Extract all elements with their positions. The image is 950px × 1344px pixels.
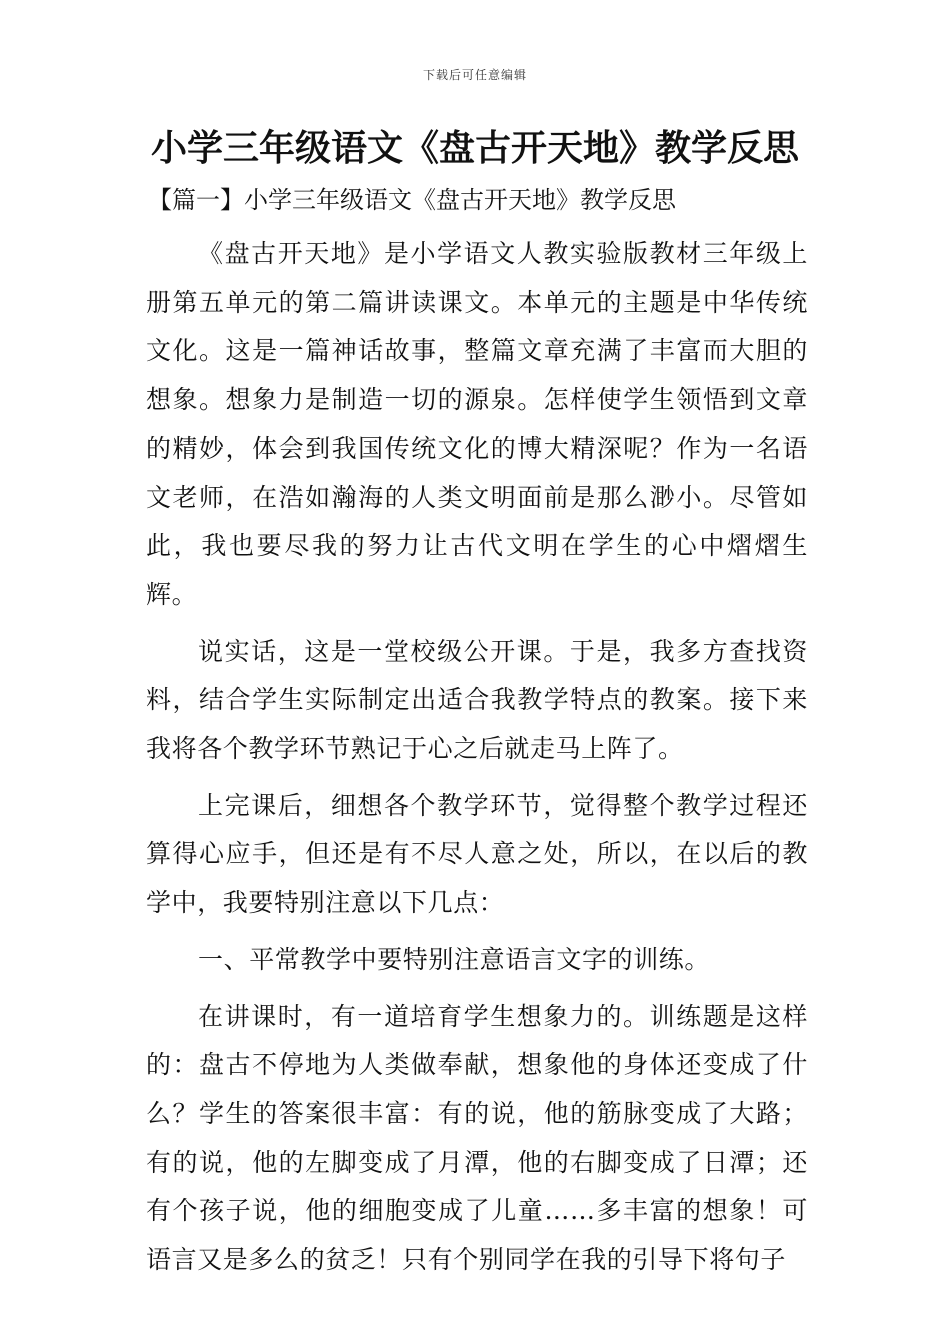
document-body [146,230,808,1285]
paragraph-4: 一、平常教学中要特别注意语言文字的训练。 [198,944,711,974]
paragraph-5: 在讲课时，有一道培育学生想象力的。训练题是这样的：盘古不停地为人类做奉献，想象他的身体还变成了什么？学生的答案很丰富：有的说，他的筋脉变成了大路；有的说，他的左脚变成了月潭，他的右脚变成了日潭；还有个孩子说，他的细胞变成了儿童……多丰富的想象！可语言又是多么的贫乏！只有个别同学在我的引导下将句子 [146,1001,808,1275]
header-note: 下载后可任意编辑 [422,68,527,82]
paragraph-2: 说实话，这是一堂校级公开课。于是，我多方查找资料，结合学生实际制定出适合我教学特点的教案。接下来我将各个教学环节熟记于心之后就走马上阵了。 [146,636,808,764]
document-title: 小学三年级语文《盘古开天地》教学反思 [150,127,799,169]
paragraph-1: 《盘古开天地》是小学语文人教实验版教材三年级上册第五单元的第二篇讲读课文。本单元的主题是中华传统文化。这是一篇神话故事，整篇文章充满了丰富而大胆的想象。想象力是制造一切的源泉。怎样使学生领悟到文章的精妙，体会到我国传统文化的博大精深呢？作为一名语文老师，在浩如瀚海的人类文明面前是那么渺小。尽管如此，我也要尽我的努力让古代文明在学生的心中熠熠生辉。 [146,239,808,609]
paragraph-3: 上完课后，细想各个教学环节，觉得整个教学过程还算得心应手，但还是有不尽人意之处，所以，在以后的教学中，我要特别注意以下几点： [146,790,808,918]
section-subtitle: 【篇一】小学三年级语文《盘古开天地》教学反思 [148,186,676,214]
